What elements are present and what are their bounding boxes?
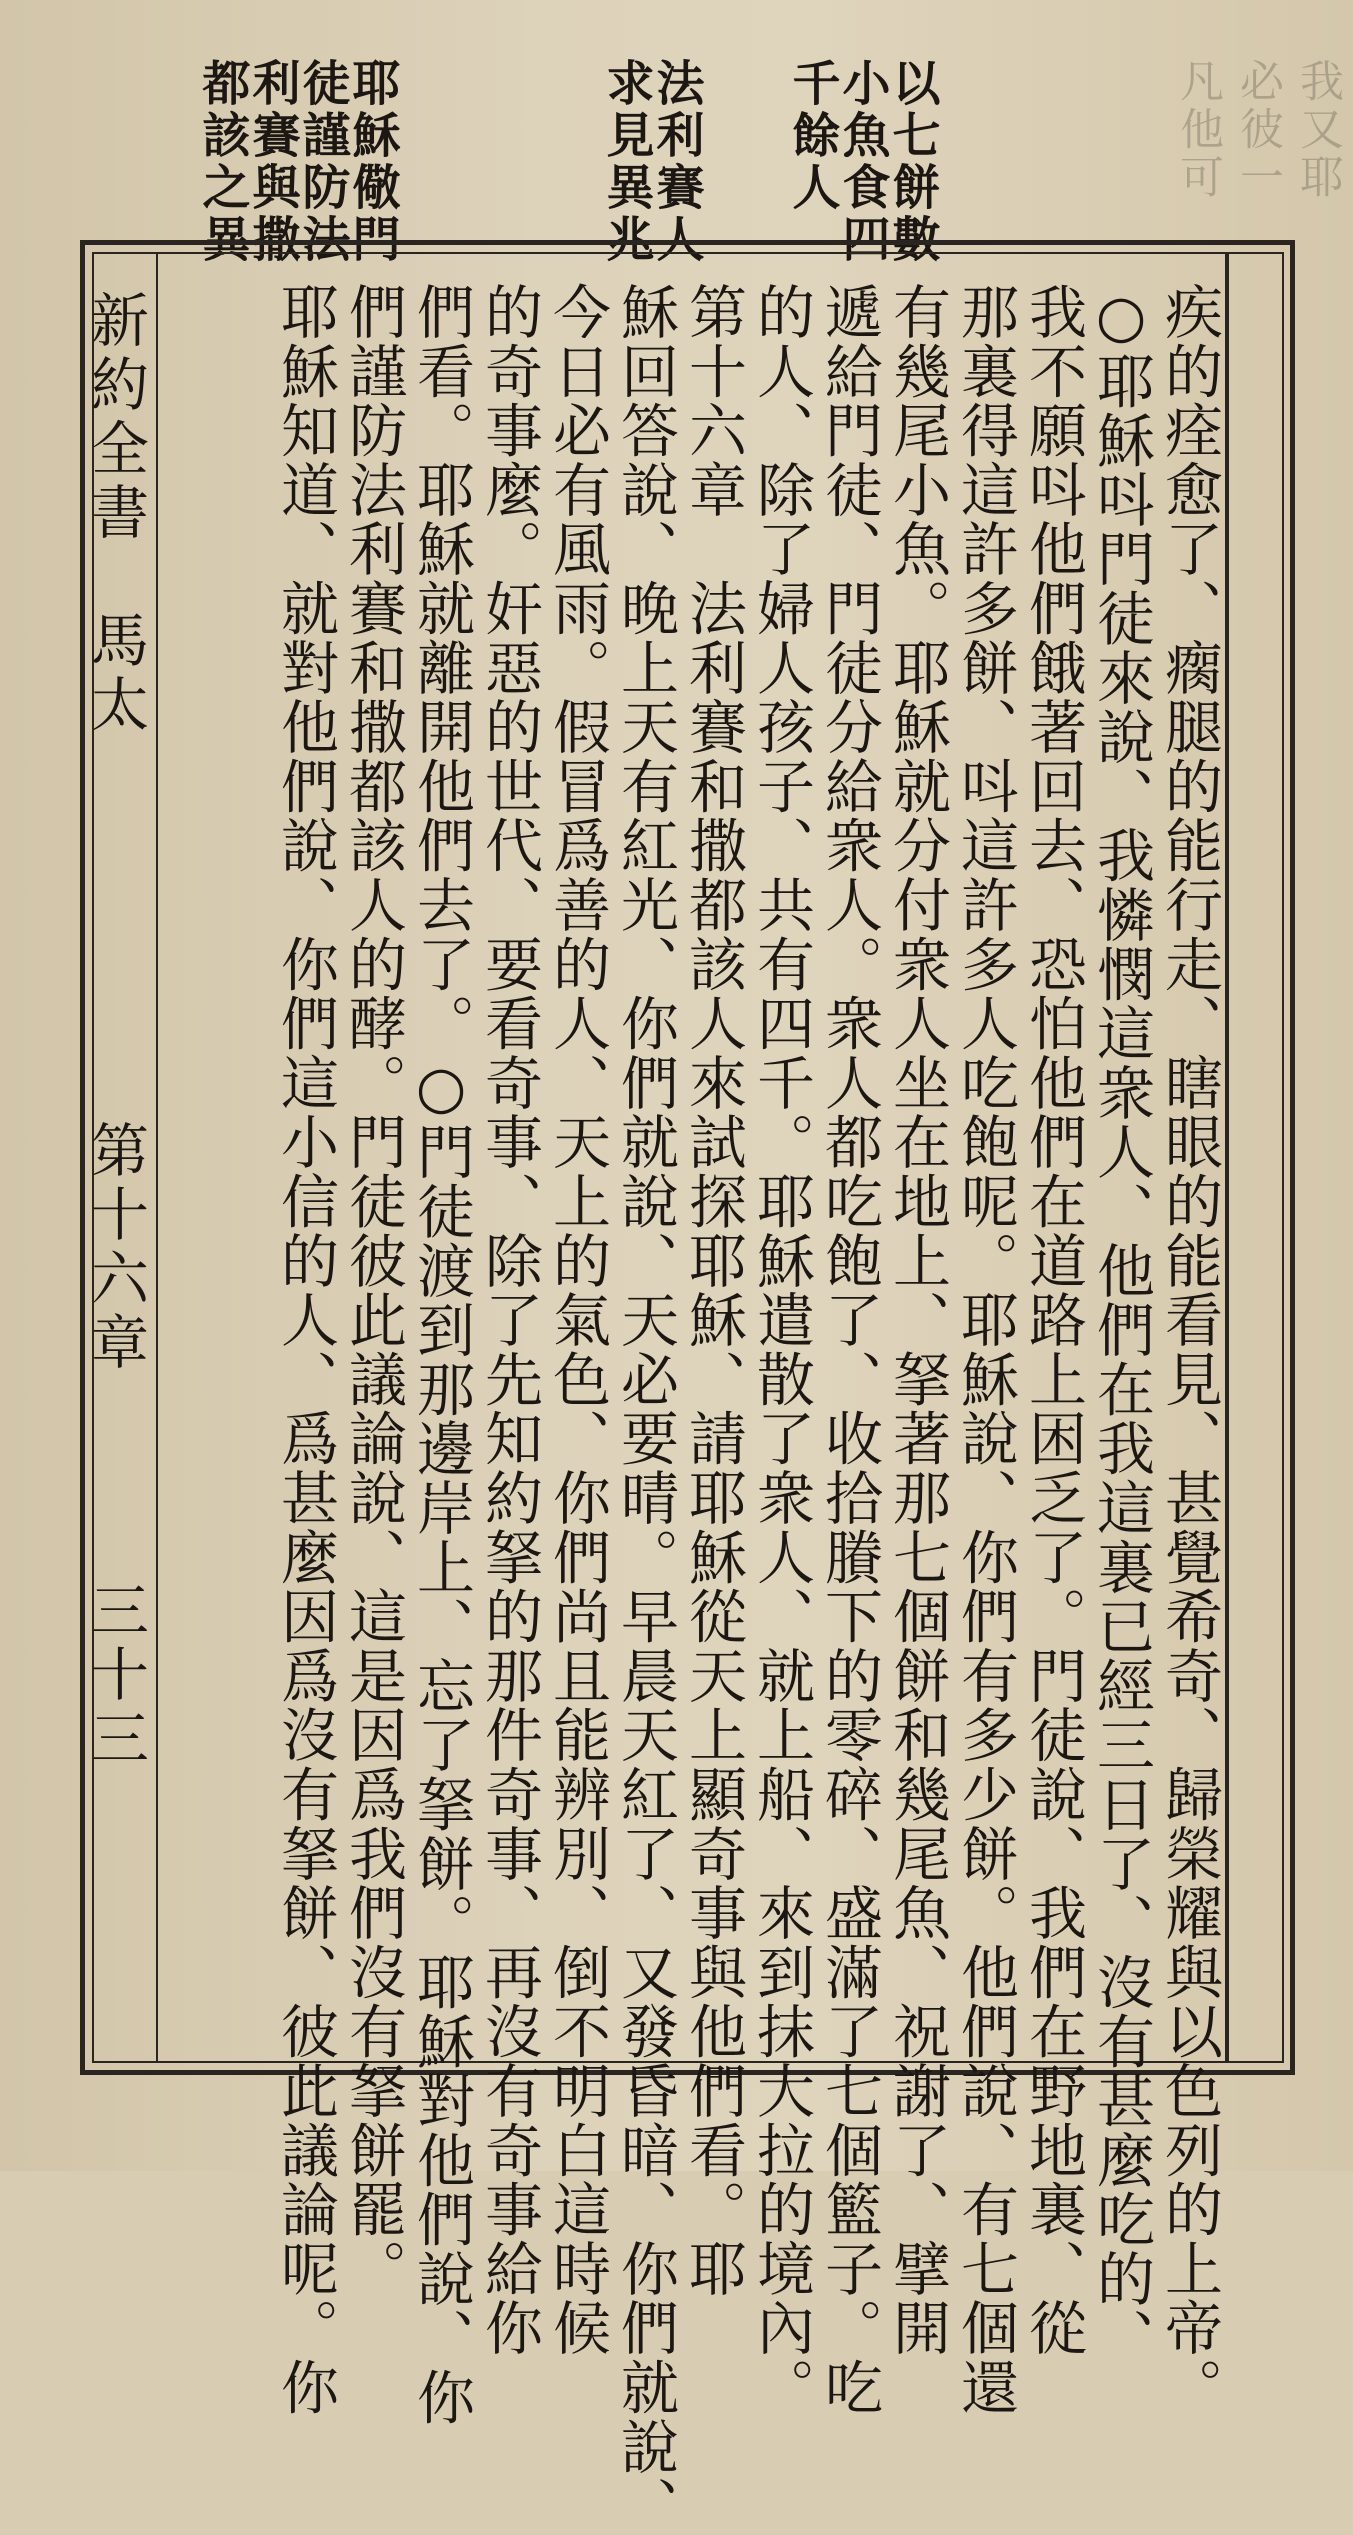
header-note: 都該之異: [194, 58, 250, 266]
page-number: 三十三: [81, 1580, 149, 1772]
text-column: 疾的痊愈了、瘸腿的能行走、瞎眼的能看見、甚覺希奇、歸榮耀與以色列的上帝。: [1155, 282, 1223, 2417]
bleed-through: 我又耶: [1292, 58, 1343, 202]
header-note: 耶穌儆門: [344, 58, 400, 266]
text-column: 遞給門徒、門徒分給衆人。衆人都吃飽了、收拾賸下的零碎、盛滿了七個籃子。吃: [815, 282, 883, 2417]
header-note: 利賽與撒: [244, 58, 300, 266]
text-column: ○耶穌呌門徒來說、我憐憫這衆人、他們在我這裏已經三日了、沒有甚麼吃的、: [1087, 282, 1155, 2368]
text-column: 耶穌知道、就對他們說、你們這小信的人、爲甚麼因爲沒有拏餅、彼此議論呢。你: [271, 282, 339, 2417]
text-column: 那裏得這許多餅、呌這許多人吃飽呢。耶穌說、你們有多少餅。他們說、有七個還: [951, 282, 1019, 2417]
margin-rule: [156, 252, 158, 2063]
header-note: 求見異兆: [598, 58, 654, 266]
text-column: 的奇事麼。奸惡的世代、要看奇事、除了先知約拏的那件奇事、再沒有奇事給你: [475, 282, 543, 2358]
chapter-heading-column: 第十六章 法利賽和撒都該人來試探耶穌、請耶穌從天上顯奇事與他們看。耶: [679, 282, 747, 2299]
bleed-through: 凡他可: [1172, 58, 1223, 202]
book-name: 馬太: [81, 610, 149, 738]
text-column: 們看。耶穌就離開他們去了。○門徒渡到那邊岸上、忘了拏餅。耶穌對他們說、你: [407, 282, 475, 2427]
book-title: 新約全書: [81, 290, 149, 546]
text-column: 們謹防法利賽和撒都該人的酵。門徒彼此議論說、這是因爲我們沒有拏餅罷。: [339, 282, 407, 2299]
header-note: 小魚食四: [834, 58, 890, 266]
text-column: 我不願呌他們餓著回去、恐怕他們在道路上困乏了。門徒說、我們在野地裏、從: [1019, 282, 1087, 2358]
text-column: 穌回答說、晚上天有紅光、你們就說、天必要晴。早晨天紅了、又發昏暗、你們就說、: [611, 282, 679, 2535]
chapter-label: 第十六章: [81, 1120, 149, 1376]
text-column: 今日必有風雨。假冒爲善的人、天上的氣色、你們尚且能辨別、倒不明白這時候: [543, 282, 611, 2358]
bleed-through: 必彼一: [1232, 58, 1283, 202]
text-column: 的人、除了婦人孩子、共有四千。耶穌遣散了衆人、就上船、來到抹大拉的境內。: [747, 282, 815, 2417]
frame-rule: [1225, 252, 1229, 2063]
header-note: 以七餅數: [884, 58, 940, 266]
text-column: 有幾尾小魚。耶穌就分付衆人坐在地上、拏著那七個餅和幾尾魚、祝謝了、擘開: [883, 282, 951, 2358]
header-note: 徒謹防法: [294, 58, 350, 266]
header-note: 法利賽人: [648, 58, 704, 266]
header-note: 千餘人: [784, 58, 840, 214]
